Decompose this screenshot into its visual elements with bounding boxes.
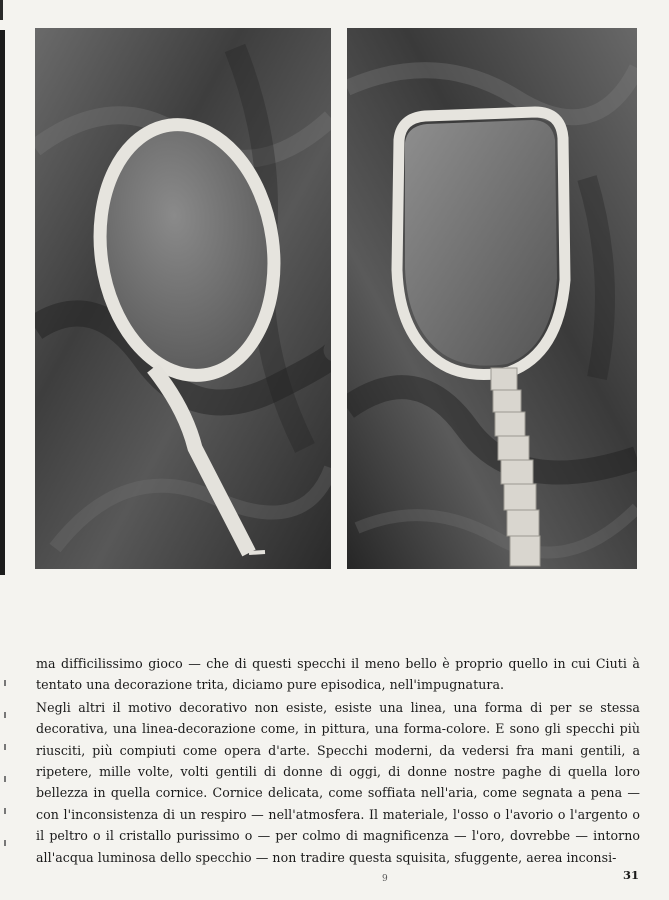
page-edge-top [0,0,3,20]
footer-mark: 9 [382,874,388,884]
page-edge-shadow [0,30,5,575]
page-number: 31 [622,868,639,882]
photo-mirror-oval [35,28,331,569]
paragraph-2: Negli altri il motivo decorativo non esiste, esiste una linea, una forma di per se stessa decorativa, una linea-decorazione come, in pittura, una forma-colore. E sono gli specchi più riusciti, più compiuti come opera d'arte. Specchi moderni, da vedersi fra mani gentili, a ripetere, mille volte, volti gentili di donne di oggi, di donne nostre paghe di quella loro bellezza in quella cornice. Cornice delicata, come soffiata nell'aria, come segnata a pena — con l'inconsistenza di un respiro — nell'atmosfera. Il materiale, l'osso o l'avorio o l'argento o il peltro o il cristallo purissimo o — per colmo di magnificenza — l'oro, dovrebbe — intorno all'acqua luminosa dello specchio — non tradire questa squisita, sfuggente, aerea inconsi- [36,699,640,865]
article-text [36,653,640,868]
paragraph-1: ma difficilissimo gioco — che di questi specchi il meno bello è proprio quello in cui Ciuti à tentato una decorazione trita, diciamo pure episodica, nell'impugnatura. [36,656,640,693]
margin-marks [3,680,9,870]
photo-mirror-square [347,28,637,569]
